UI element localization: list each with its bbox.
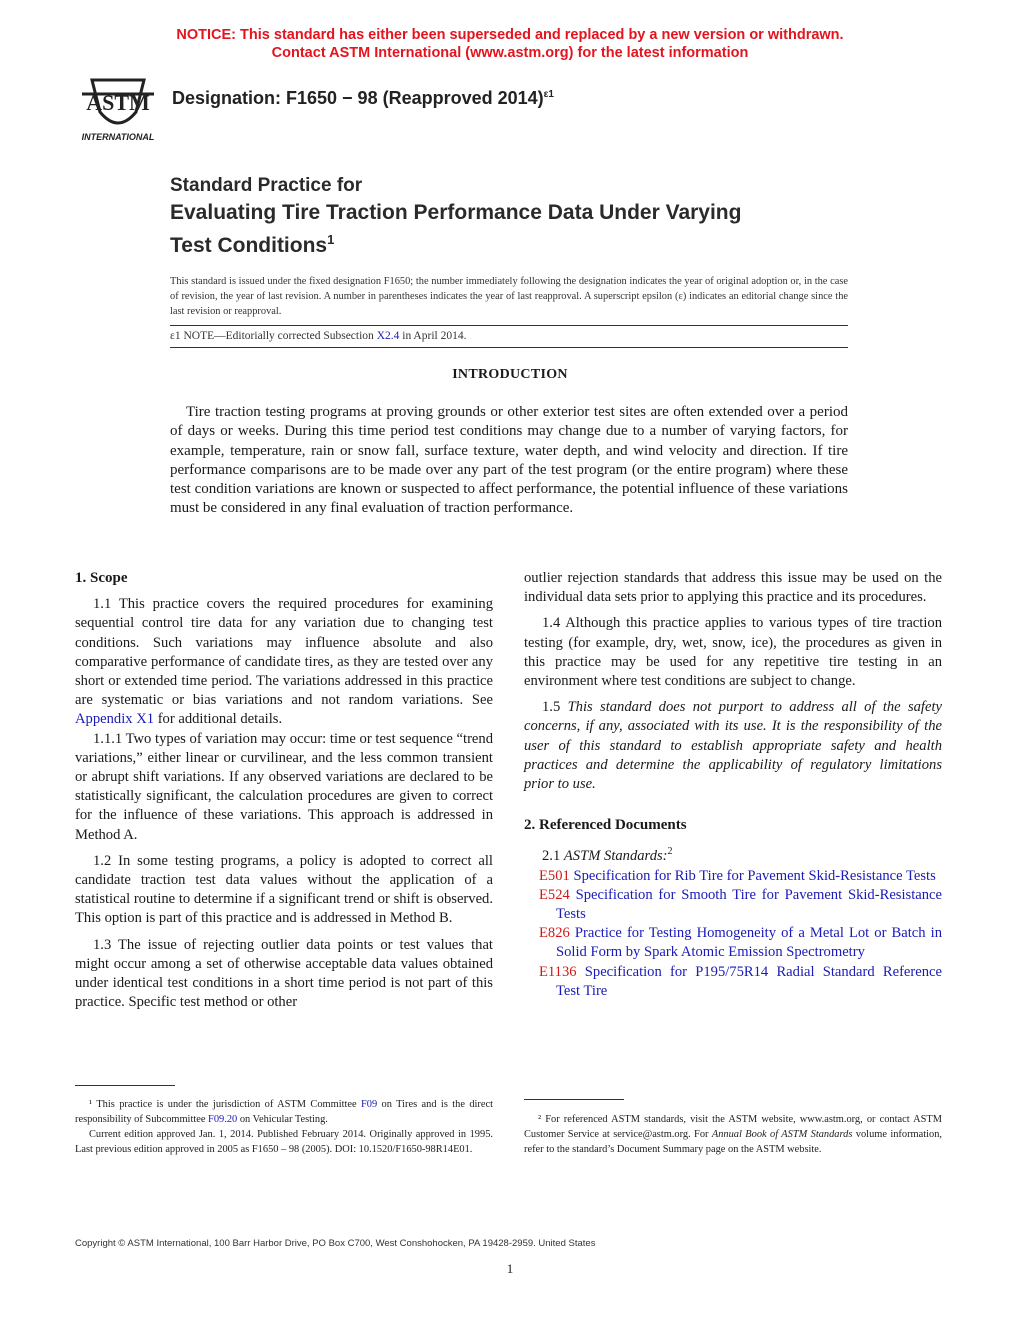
edit-note: ε1 NOTE—Editorially corrected Subsection X2.4 in April 2014.: [170, 330, 467, 342]
astm-logo: [74, 72, 162, 144]
paragraph-1-3: 1.3 The issue of rejecting outlier data points or test values that might occur among a set of otherwise acceptable data values obtained under identical test conditions in a short time period is not part of this practice. Specific test method or other: [75, 936, 493, 1011]
title-line-1: Evaluating Tire Traction Performance Data Under Varying: [170, 201, 742, 224]
svg-text:ASTM: ASTM: [86, 90, 150, 115]
title-line-2: Test Conditions$^1$: [170, 232, 335, 257]
f09-20-link[interactable]: F09.20: [208, 1114, 238, 1125]
divider: [170, 347, 848, 348]
divider: [170, 325, 848, 326]
document-title: [170, 173, 870, 259]
paragraph-1-3-continued: outlier rejection standards that address this issue may be used on the individual data sets prior to applying this practice and its procedures.: [524, 570, 942, 606]
left-column: [75, 569, 493, 1012]
footnote-divider: [75, 1085, 175, 1086]
reference-e826[interactable]: E826 Practice for Testing Homogeneity of a Metal Lot or Batch in Solid Form by Spark Atomic Emission Spectrometry: [539, 925, 942, 961]
reference-e501[interactable]: E501 Specification for Rib Tire for Pavement Skid-Resistance Tests: [539, 867, 936, 884]
paragraph-1-1: 1.1 This practice covers the required procedures for examining sequential control tire data for any variation due to changing test conditions. Such variations may influence absolute and also comparative performance of candidate tires, as they are tested over any short or extended time period. The variations addressed in this practice are systematic or bias variations and not random variations. See Appendix X1 for additional details.: [75, 596, 493, 728]
paragraph-1-1-1: 1.1.1 Two types of variation may occur: time or test sequence “trend variations,” either linear or curvilinear, and the less common transient or abrupt shift variations. If any observed variations are declared to be statistically significant, the calculation procedures are given to correct for the influence of these variations. This approach is addressed in Method A.: [75, 730, 493, 843]
paragraph-1-2: 1.2 In some testing programs, a policy is adopted to correct all candidate traction test data values without the application of a statistical routine to determine if a significant trend or shift is observed. This option is part of this practice and is addressed in Method B.: [75, 852, 493, 927]
paragraph-1-4: 1.4 Although this practice applies to various types of tire traction testing (for example, dry, wet, snow, ice), the procedures as given in this practice may be used for any repetitive tire testing in an environment where test conditions are subject to change.: [524, 615, 942, 690]
introduction-text: Tire traction testing programs at proving grounds or other exterior test sites are often extended over a period of days or weeks. During this time period test conditions may change due to a number of varying factors, for example, temperature, rain or snow fall, surface texture, water depth, and wind velocity and direction. If tire performance comparisons are to be made over any part of the test program (or the entire program) where these test condition variations are known or suspected to affect performance, the potential influence of these variations must be considered in any final evaluation of traction performance.: [170, 404, 848, 517]
astm-standards-label: 2.1 ASTM Standards:$^2$: [542, 846, 673, 865]
footnote-2: ² For referenced ASTM standards, visit the ASTM website, www.astm.org, or contact ASTM Customer Service at service@astm.org. For Annual Book of ASTM Standards volume information, refer to the standard’s Document Summary page on the ASTM website.: [524, 1114, 942, 1155]
reference-e524[interactable]: E524 Specification for Smooth Tire for Pavement Skid-Resistance Tests: [539, 886, 942, 922]
page-number: 1: [506, 1261, 514, 1276]
paragraph-1-5: 1.5 This standard does not purport to address all of the safety concerns, if any, associated with its use. It is the responsibility of the user of this standard to establish appropriate safety and health practices and determine the applicability of regulatory limitations prior to use.: [524, 699, 942, 793]
footnote-divider: [524, 1099, 624, 1100]
copyright-notice: Copyright © ASTM International, 100 Barr Harbor Drive, PO Box C700, West Conshohocken, PA 19428-2959. United States: [75, 1238, 596, 1249]
svg-text:INTERNATIONAL: INTERNATIONAL: [81, 132, 155, 142]
footnote-1: ¹ This practice is under the jurisdiction of ASTM Committee F09 on Tires and is the direct responsibility of Subcommittee F09.20 on Vehicular Testing. Current edition approved Jan. 1, 2014. Published February 2014. Originally approved in 1995. Last previous edition approved in 2005 as F1650 – 98 (2005). DOI: 10.1520/F1650-98R14E01.: [75, 1099, 493, 1155]
referenced-documents-heading: 2. Referenced Documents: [524, 817, 687, 834]
scope-heading: 1. Scope: [75, 570, 128, 586]
designation: [172, 88, 554, 109]
notice-line-2: Contact ASTM International (www.astm.org) for the latest information: [271, 45, 749, 61]
title-pre: Standard Practice for: [170, 175, 363, 196]
reference-e1136[interactable]: E1136 Specification for P195/75R14 Radial Standard Reference Test Tire: [539, 963, 942, 999]
x2-4-link[interactable]: X2.4: [376, 330, 400, 342]
standard-note: This standard is issued under the fixed designation F1650; the number immediately following the designation indicates the year of original adoption or, in the case of revision, the year of last revision. A number in parentheses indicates the year of last reapproval. A superscript epsilon (ε) indicates an editorial change since the last revision or reapproval.: [170, 276, 848, 317]
designation-sup: ε1: [543, 89, 554, 100]
right-column: [524, 569, 942, 1001]
notice-line-1: NOTICE: This standard has either been superseded and replaced by a new version or withdrawn.: [176, 27, 844, 43]
withdrawn-notice: [0, 26, 1020, 62]
introduction-heading: INTRODUCTION: [452, 367, 568, 382]
appendix-x1-link[interactable]: Appendix X1: [75, 711, 155, 728]
designation-text: Designation: F1650 − 98 (Reapproved 2014): [172, 88, 544, 108]
f09-link[interactable]: F09: [360, 1099, 378, 1110]
